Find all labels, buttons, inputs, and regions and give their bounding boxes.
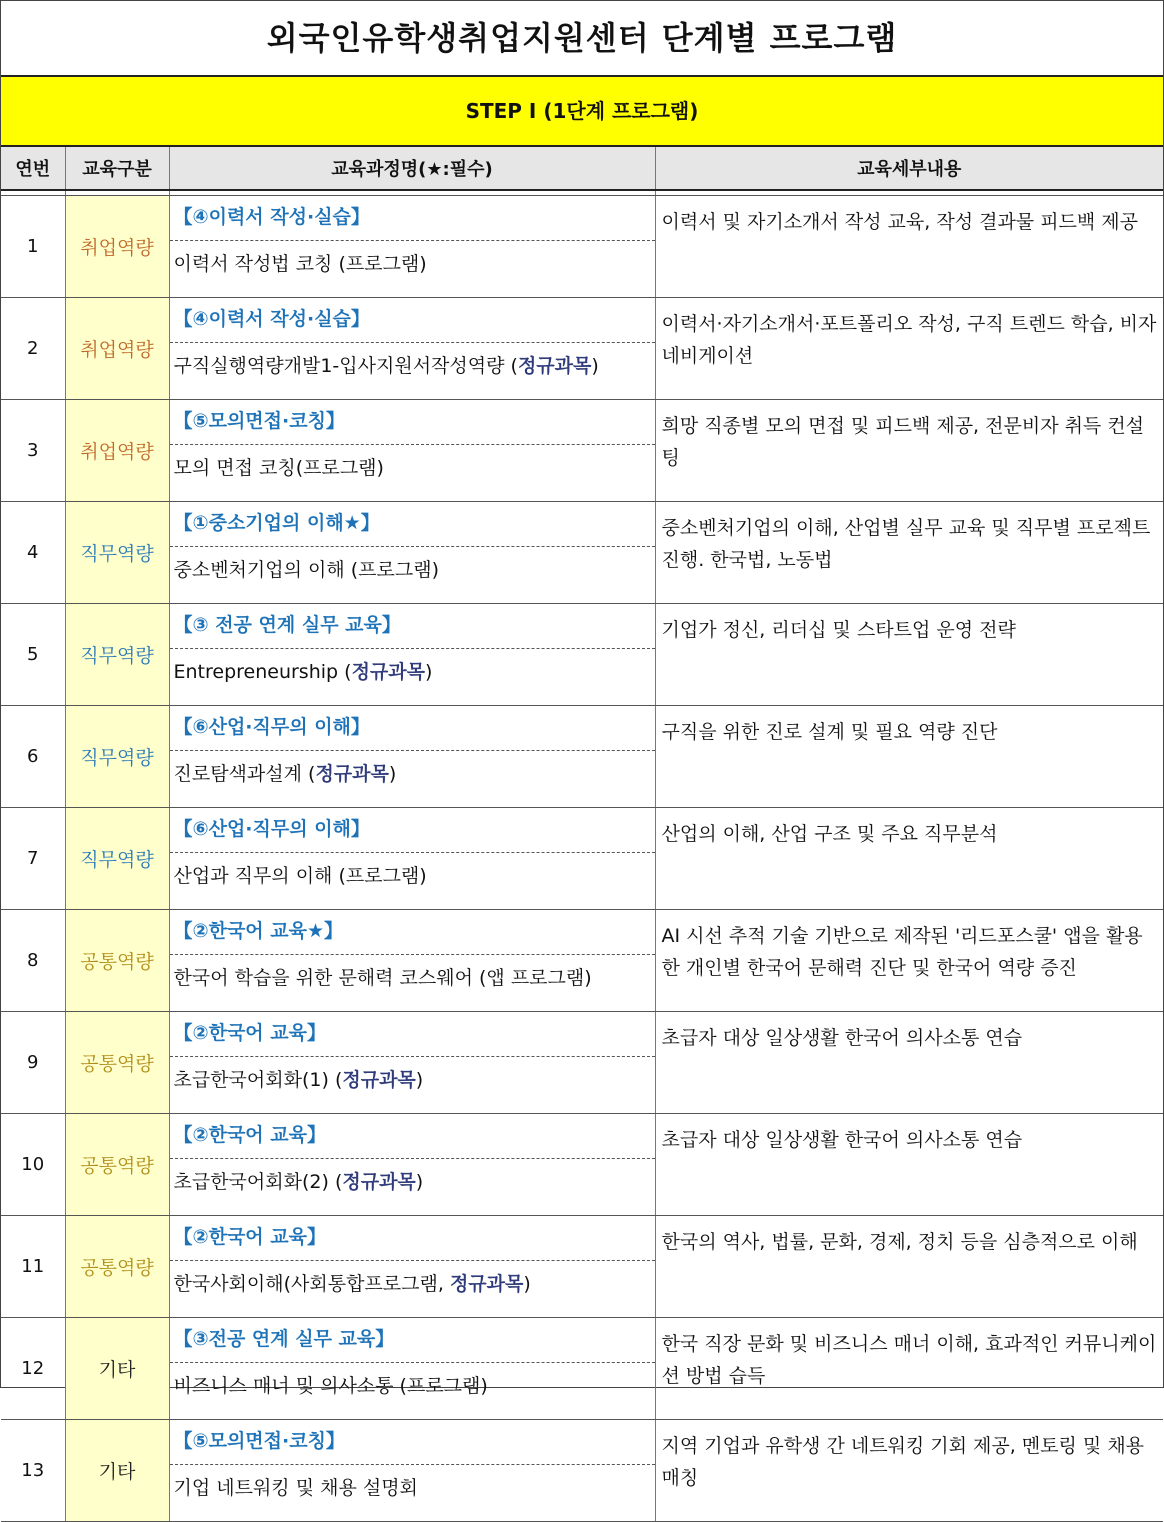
required-course-tag: 정규과목 [342, 1069, 416, 1091]
row-category: 공통역량 [65, 910, 169, 1012]
row-number: 11 [1, 1216, 65, 1318]
course-name-line [170, 241, 655, 287]
table-row [1, 400, 1163, 502]
course-name-line [170, 547, 655, 593]
row-detail: 기업가 정신, 리더십 및 스타트업 운영 전략 [655, 604, 1163, 706]
table-row [1, 910, 1163, 1012]
row-number: 6 [1, 706, 65, 808]
course-name-line [170, 1159, 655, 1205]
course-group: 【⑤모의면접·코칭】 [170, 400, 655, 445]
table-row [1, 1012, 1163, 1114]
table-row [1, 298, 1163, 400]
course-group: 【②한국어 교육】 [170, 1012, 655, 1057]
course-tag-close: ) [424, 661, 433, 683]
row-category: 기타 [65, 1318, 169, 1420]
course-tag-open: ( [334, 1069, 343, 1091]
course-name: 초급한국어회화(1) [173, 1069, 335, 1091]
required-course-tag: 정규과목 [351, 661, 425, 683]
row-detail: 산업의 이해, 산업 구조 및 주요 직무분석 [655, 808, 1163, 910]
course-group: 【①중소기업의 이해★】 [170, 502, 655, 547]
row-number: 9 [1, 1012, 65, 1114]
table-row [1, 1114, 1163, 1216]
row-number: 2 [1, 298, 65, 400]
step-banner: STEP Ⅰ (1단계 프로그램) [1, 77, 1163, 147]
row-detail: 이력서 및 자기소개서 작성 교육, 작성 결과물 피드백 제공 [655, 196, 1163, 298]
row-category: 공통역량 [65, 1012, 169, 1114]
row-detail: 희망 직종별 모의 면접 및 피드백 제공, 전문비자 취득 컨설팅 [655, 400, 1163, 502]
table-row [1, 502, 1163, 604]
course-group: 【④이력서 작성·실습】 [170, 196, 655, 241]
row-course [169, 196, 655, 298]
row-detail: 초급자 대상 일상생활 한국어 의사소통 연습 [655, 1114, 1163, 1216]
course-tag-close: ) [591, 355, 599, 377]
course-tag-close: ) [388, 763, 397, 785]
course-name-line [170, 343, 655, 389]
course-group: 【②한국어 교육★】 [170, 910, 655, 955]
required-course-tag: 정규과목 [315, 763, 389, 785]
row-detail: AI 시선 추적 기술 기반으로 제작된 '리드포스쿨' 앱을 활용한 개인별 한국어 문해력 진단 및 한국어 역량 증진 [655, 910, 1163, 1012]
course-group: 【②한국어 교육】 [170, 1114, 655, 1159]
row-category: 직무역량 [65, 808, 169, 910]
row-detail: 중소벤처기업의 이해, 산업별 실무 교육 및 직무별 프로젝트 진행. 한국법, 노동법 [655, 502, 1163, 604]
row-course [169, 298, 655, 400]
course-name: Entrepreneurship [173, 661, 345, 683]
course-name-line [170, 751, 655, 797]
row-detail: 한국 직장 문화 및 비즈니스 매너 이해, 효과적인 커뮤니케이션 방법 습득 [655, 1318, 1163, 1420]
row-number: 13 [1, 1420, 65, 1522]
course-name: 한국사회이해(사회통합프로그램, [173, 1273, 450, 1295]
required-course-tag: 정규과목 [517, 355, 592, 377]
row-detail: 이력서·자기소개서·포트폴리오 작성, 구직 트렌드 학습, 비자 네비게이션 [655, 298, 1163, 400]
course-tag-close: ) [415, 1171, 424, 1193]
row-detail: 구직을 위한 진로 설계 및 필요 역량 진단 [655, 706, 1163, 808]
course-name: 산업과 직무의 이해 (프로그램) [173, 865, 427, 887]
course-name: 진로탐색과설계 [173, 763, 309, 785]
course-group: 【③전공 연계 실무 교육】 [170, 1318, 655, 1363]
course-name: 중소벤처기업의 이해 (프로그램) [173, 559, 440, 581]
course-name: 기업 네트워킹 및 채용 설명회 [173, 1477, 418, 1499]
row-category: 취업역량 [65, 196, 169, 298]
course-name-line [170, 445, 655, 491]
row-course [169, 502, 655, 604]
row-number: 10 [1, 1114, 65, 1216]
course-group: 【③ 전공 연계 실무 교육】 [170, 604, 655, 649]
row-category: 취업역량 [65, 298, 169, 400]
row-course [169, 1420, 655, 1522]
course-name: 이력서 작성법 코칭 (프로그램) [173, 253, 427, 275]
row-category: 직무역량 [65, 706, 169, 808]
course-tag-open: ( [308, 763, 316, 785]
row-course [169, 910, 655, 1012]
table-row [1, 196, 1163, 298]
course-name-line [170, 1363, 655, 1409]
course-group: 【②한국어 교육】 [170, 1216, 655, 1261]
row-course [169, 1012, 655, 1114]
course-name: 구직실행역량개발1-입사지원서작성역량 [173, 355, 511, 377]
header-category: 교육구분 [65, 147, 169, 190]
course-name: 비즈니스 매너 및 의사소통 (프로그램) [173, 1375, 488, 1397]
course-group: 【⑤모의면접·코칭】 [170, 1420, 655, 1465]
table-row [1, 604, 1163, 706]
row-number: 7 [1, 808, 65, 910]
course-name-line [170, 1057, 655, 1103]
table-row [1, 1216, 1163, 1318]
table-row [1, 808, 1163, 910]
table-body [1, 190, 1163, 1522]
header-course: 교육과정명(★:필수) [169, 147, 655, 190]
row-course [169, 1318, 655, 1420]
row-category: 기타 [65, 1420, 169, 1522]
table-row [1, 706, 1163, 808]
table-row [1, 1420, 1163, 1522]
row-number: 1 [1, 196, 65, 298]
table-header-row [1, 147, 1163, 190]
course-group: 【⑥산업·직무의 이해】 [170, 706, 655, 751]
course-tag-open: ( [344, 661, 352, 683]
row-detail: 한국의 역사, 법률, 문화, 경제, 정치 등을 심층적으로 이해 [655, 1216, 1163, 1318]
row-number: 12 [1, 1318, 65, 1420]
course-name: 모의 면접 코칭(프로그램) [173, 457, 384, 479]
course-group: 【④이력서 작성·실습】 [170, 298, 655, 343]
course-name-line [170, 955, 655, 1001]
row-course [169, 808, 655, 910]
course-group: 【⑥산업·직무의 이해】 [170, 808, 655, 853]
row-number: 4 [1, 502, 65, 604]
course-tag-open: ( [334, 1171, 343, 1193]
row-number: 5 [1, 604, 65, 706]
header-num: 연번 [1, 147, 65, 190]
row-category: 직무역량 [65, 604, 169, 706]
row-course [169, 1114, 655, 1216]
row-category: 직무역량 [65, 502, 169, 604]
required-course-tag: 정규과목 [342, 1171, 416, 1193]
row-category: 취업역량 [65, 400, 169, 502]
course-name-line [170, 649, 655, 695]
required-course-tag: 정규과목 [449, 1273, 524, 1295]
row-number: 3 [1, 400, 65, 502]
header-detail: 교육세부내용 [655, 147, 1163, 190]
row-category: 공통역량 [65, 1216, 169, 1318]
course-tag-close: ) [415, 1069, 424, 1091]
course-tag-open: ( [510, 355, 518, 377]
course-name-line [170, 853, 655, 899]
row-course [169, 604, 655, 706]
row-course [169, 400, 655, 502]
course-name-line [170, 1465, 655, 1511]
row-course [169, 706, 655, 808]
course-name: 한국어 학습을 위한 문해력 코스웨어 (앱 프로그램) [173, 967, 592, 989]
row-category: 공통역량 [65, 1114, 169, 1216]
page-title: 외국인유학생취업지원센터 단계별 프로그램 [1, 1, 1163, 77]
row-course [169, 1216, 655, 1318]
row-detail: 지역 기업과 유학생 간 네트워킹 기회 제공, 멘토링 및 채용 매칭 [655, 1420, 1163, 1522]
course-name: 초급한국어회화(2) [173, 1171, 335, 1193]
course-name-line [170, 1261, 655, 1307]
row-number: 8 [1, 910, 65, 1012]
course-tag-close: ) [523, 1273, 531, 1295]
row-detail: 초급자 대상 일상생활 한국어 의사소통 연습 [655, 1012, 1163, 1114]
table-row [1, 1318, 1163, 1420]
program-table [1, 147, 1163, 1522]
